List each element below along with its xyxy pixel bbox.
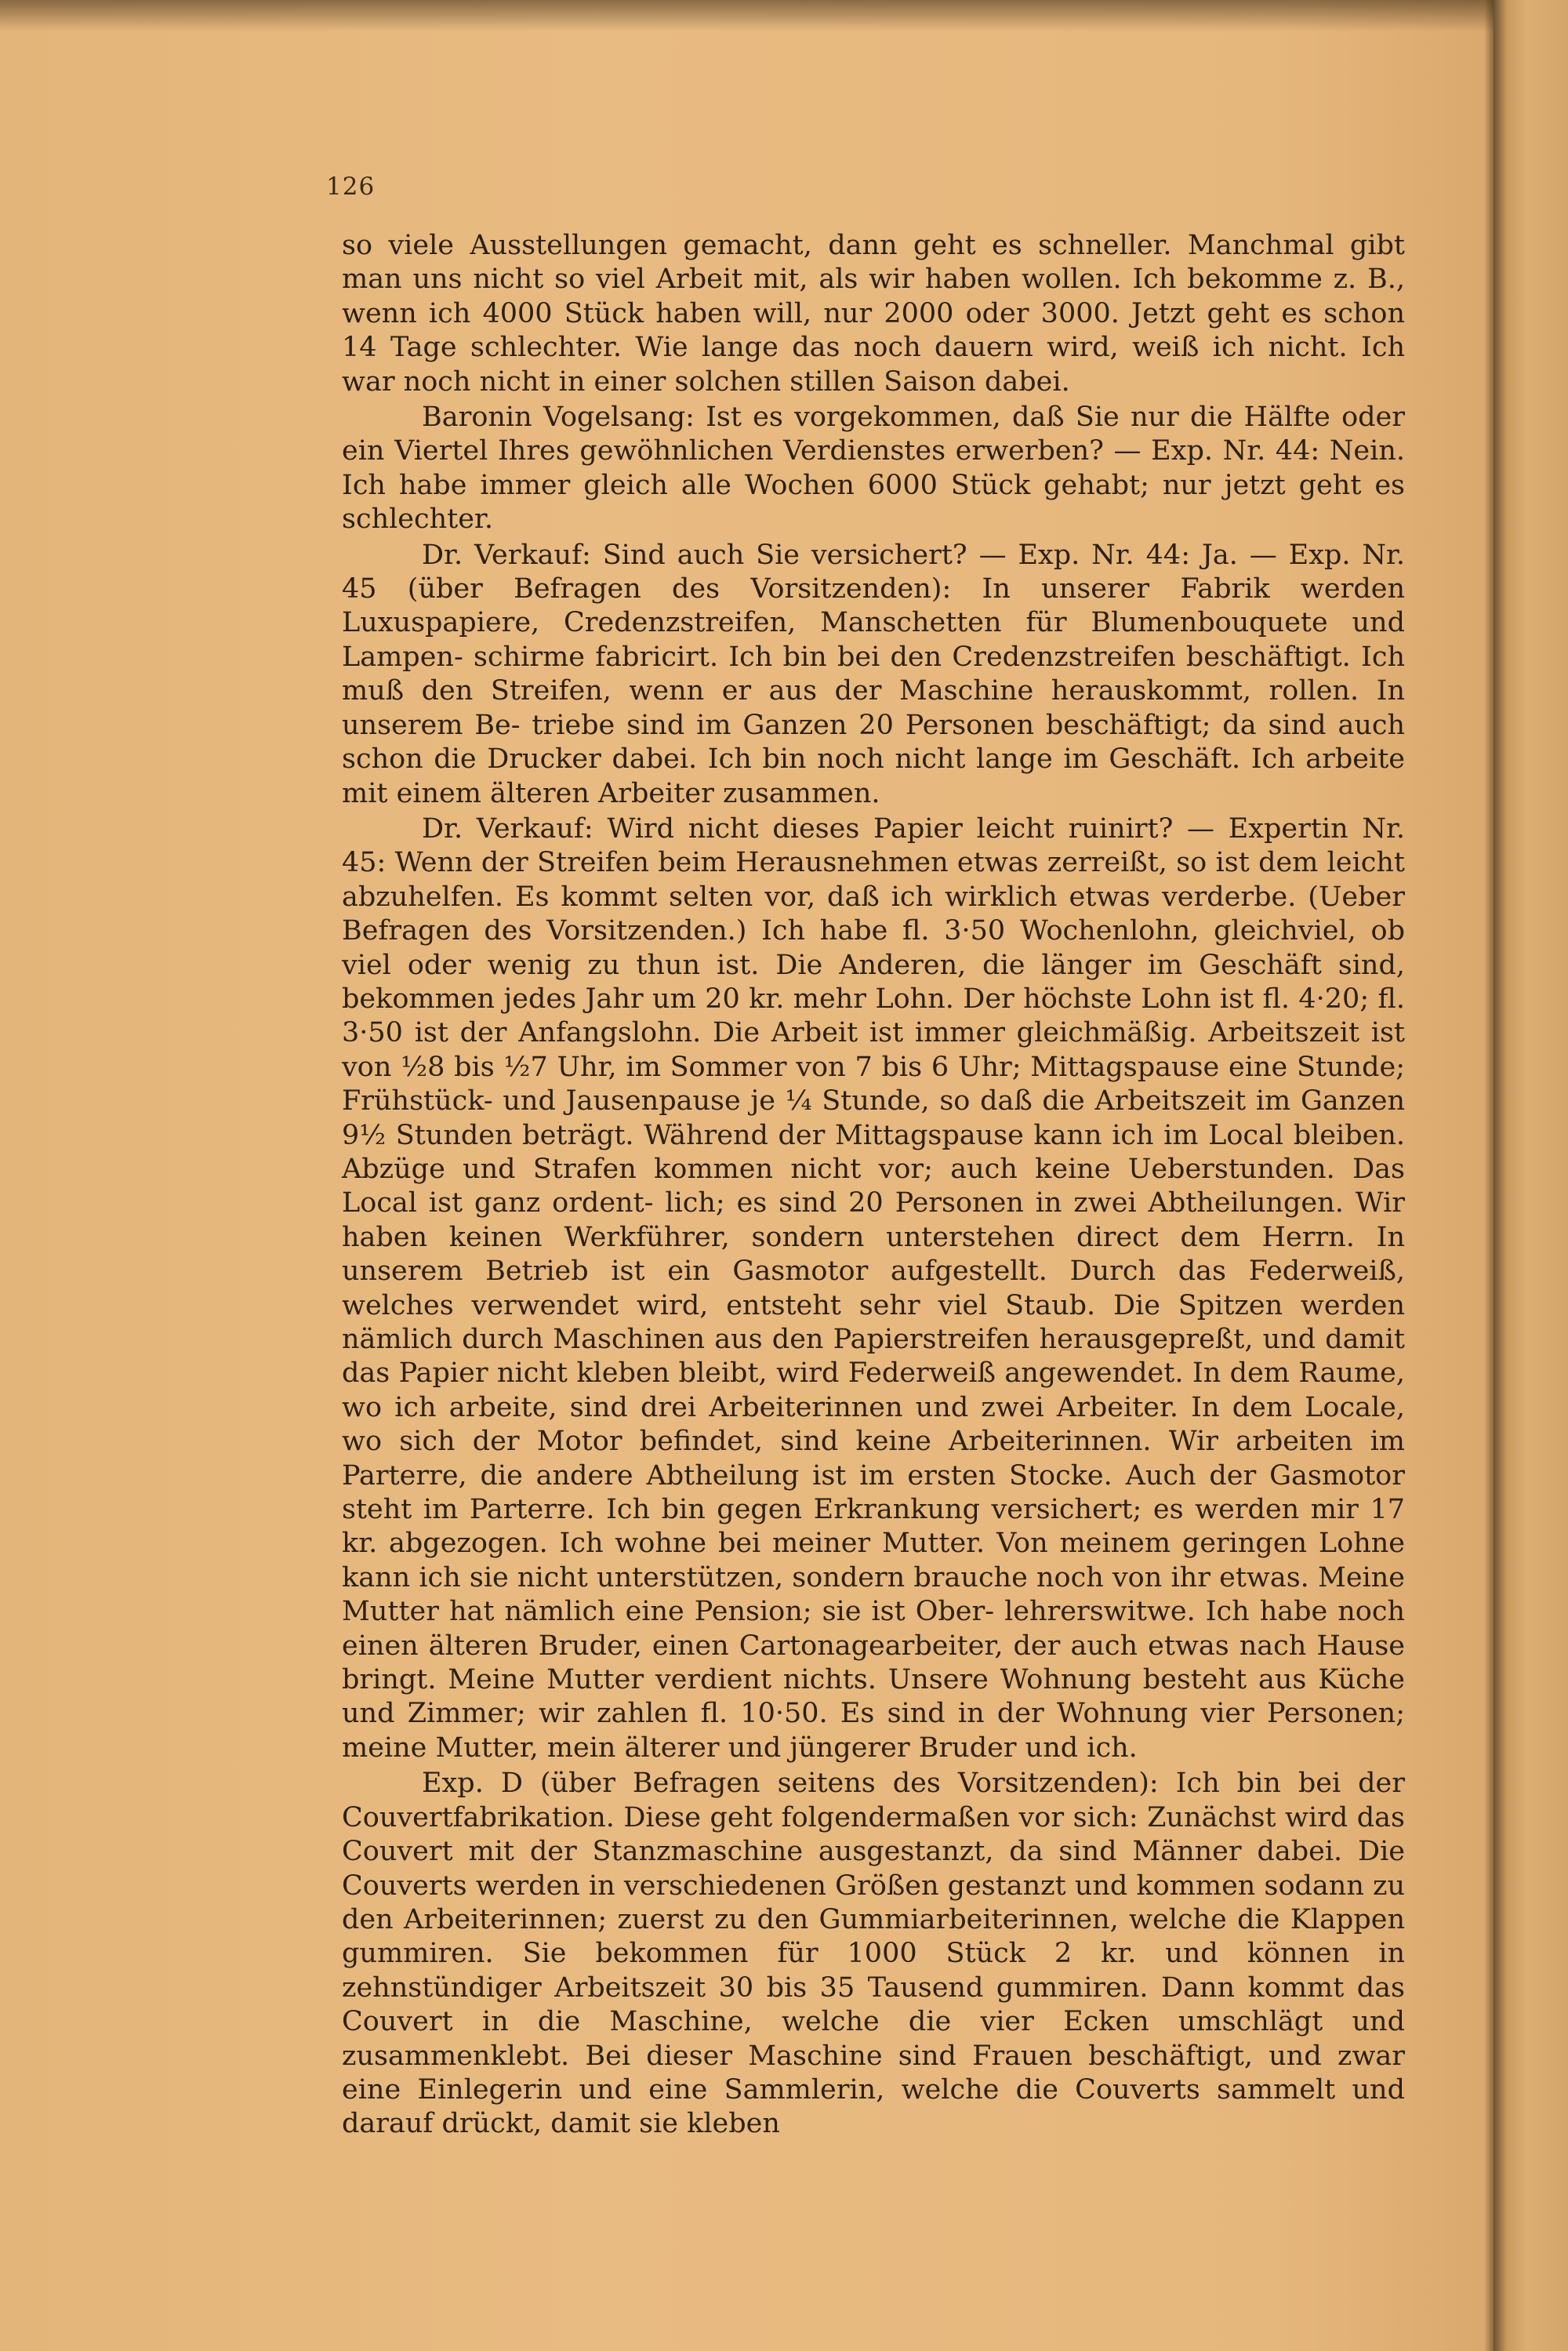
paragraph-verkauf-1: Dr. Verkauf: Sind auch Sie versichert? — Exp. Nr. 44: Ja. — Exp. Nr. 45 (über Befragen des Vorsitzenden): In unserer Fabrik werden Luxuspapiere, Credenzstreifen, Manschetten für Blumenbouquete und Lampen- schirme fabricirt. Ich bin bei den Credenzstreifen beschäftigt. Ich muß den Streifen, wenn er aus der Maschine herauskommt, rollen. In unserem Be- triebe sind im Ganzen 20 Personen beschäftigt; da sind auch schon die Drucker dabei. Ich bin noch nicht lange im Geschäft. Ich arbeite mit einem älteren Arbeiter zusammen. [342,539,1405,809]
page-top-shadow [0,0,1494,31]
adjacent-page-edge [1494,0,1568,2351]
paragraph-vogelsang: Baronin Vogelsang: Ist es vorgekommen, daß Sie nur die Hälfte oder ein Viertel Ihres gewöhnlichen Verdienstes erwerben? — Exp. Nr. 44: Nein. Ich habe immer gleich alle Wochen 6000 Stück gehabt; nur jetzt geht es schlechter. [342,402,1405,536]
paragraph-exp-d: Exp. D (über Befragen seitens des Vorsitzenden): Ich bin bei der Couvertfabrikation. Diese geht folgendermaßen vor sich: Zunächst wird das Couvert mit der Stanzmaschine ausgestanzt, da sind Männer dabei. Die Couverts werden in verschiedenen Größen gestanzt und kommen sodann zu den Arbeiterinnen; zuerst zu den Gummiarbeiterinnen, welche die Klappen gummiren. Sie bekommen für 1000 Stück 2 kr. und können in zehnstündiger Arbeitszeit 30 bis 35 Tausend gummiren. Dann kommt das Couvert in die Maschine, welche die vier Ecken umschlägt und zusammenklebt. Bei dieser Maschine sind Frauen beschäftigt, und zwar eine Einlegerin und eine Sammlerin, welche die Couverts sammelt und darauf drückt, damit sie kleben [342,1768,1405,2140]
body-text [342,229,1405,2142]
paragraph-verkauf-2: Dr. Verkauf: Wird nicht dieses Papier leicht ruinirt? — Expertin Nr. 45: Wenn der Streifen beim Herausnehmen etwas zerreißt, so ist dem leicht abzuhelfen. Es kommt selten vor, daß ich wirklich etwas verderbe. (Ueber Befragen des Vorsitzenden.) Ich habe fl. 3·50 Wochenlohn, gleichviel, ob viel oder wenig zu thun ist. Die Anderen, die länger im Geschäft sind, bekommen jedes Jahr um 20 kr. mehr Lohn. Der höchste Lohn ist fl. 4·20; fl. 3·50 ist der Anfangslohn. Die Arbeit ist immer gleichmäßig. Arbeitszeit ist von ½8 bis ½7 Uhr, im Sommer von 7 bis 6 Uhr; Mittagspause eine Stunde; Frühstück- und Jausenpause je ¼ Stunde, so daß die Arbeitszeit im Ganzen 9½ Stunden beträgt. Während der Mittagspause kann ich im Local bleiben. Abzüge und Strafen kommen nicht vor; auch keine Ueberstunden. Das Local ist ganz ordent- lich; es sind 20 Personen in zwei Abtheilungen. Wir haben keinen Werkführer, sondern unterstehen direct dem Herrn. In unserem Betrieb ist ein Gasmotor aufgestellt. Durch das Federweiß, welches verwendet wird, entsteht sehr viel Staub. Die Spitzen werden nämlich durch Maschinen aus den Papierstreifen herausgepreßt, und damit das Papier nicht kleben bleibt, wird Federweiß angewendet. In dem Raume, wo ich arbeite, sind drei Arbeiterinnen und zwei Arbeiter. In dem Locale, wo sich der Motor befindet, sind keine Arbeiterinnen. Wir arbeiten im Parterre, die andere Abtheilung ist im ersten Stocke. Auch der Gasmotor steht im Parterre. Ich bin gegen Erkrankung versichert; es werden mir 17 kr. abgezogen. Ich wohne bei meiner Mutter. Von meinem geringen Lohne kann ich sie nicht unterstützen, sondern brauche noch von ihr etwas. Meine Mutter hat nämlich eine Pension; sie ist Ober- lehrerswitwe. Ich habe noch einen älteren Bruder, einen Cartonagearbeiter, der auch etwas nach Hause bringt. Meine Mutter verdient nichts. Unsere Wohnung besteht aus Küche und Zimmer; wir zahlen fl. 10·50. Es sind in der Wohnung vier Personen; meine Mutter, mein älterer und jüngerer Bruder und ich. [342,812,1405,1764]
paragraph-continuation: so viele Ausstellungen gemacht, dann geht es schneller. Manchmal gibt man uns nicht so viel Arbeit mit, als wir haben wollen. Ich bekomme z. B., wenn ich 4000 Stück haben will, nur 2000 oder 3000. Jetzt geht es schon 14 Tage schlechter. Wie lange das noch dauern wird, weiß ich nicht. Ich war noch nicht in einer solchen stillen Saison dabei. [342,230,1405,398]
page-number: 126 [326,173,376,201]
page-gutter [1484,0,1494,2351]
